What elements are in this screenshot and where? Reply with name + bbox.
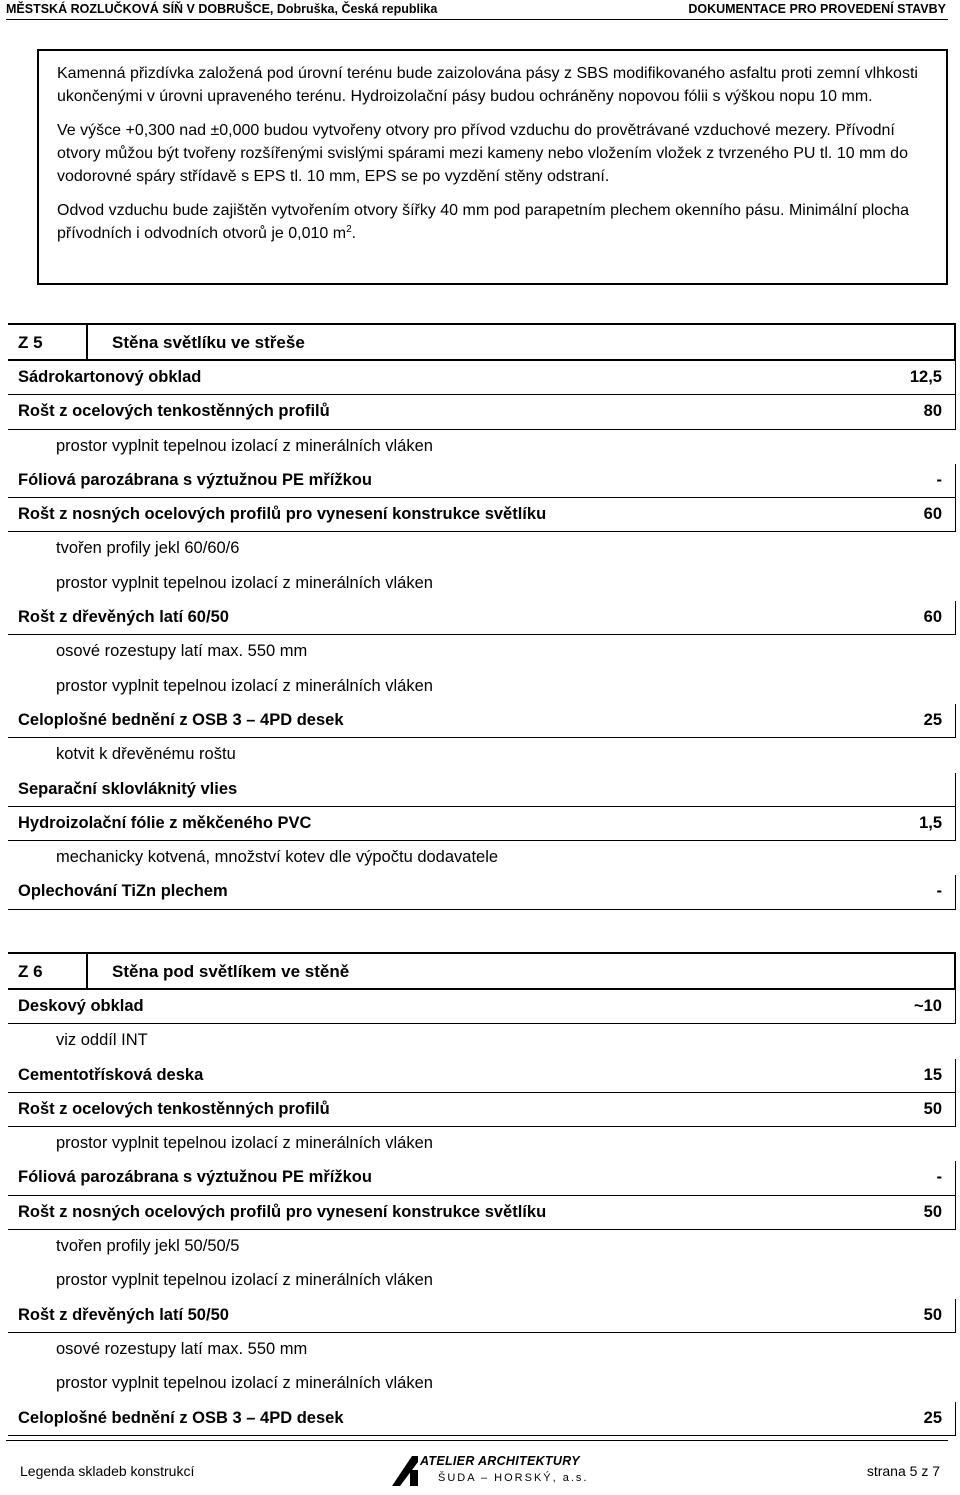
layer-name: Cementotřísková deska — [18, 1065, 204, 1084]
note-paragraph-3-text: Odvod vzduchu bude zajištěn vytvořením otvory šířky 40 mm pod parapetním plechem okenního pásu. Minimální plocha přívodních i odvodních otvorů je 0,010 m — [57, 202, 909, 242]
row-edge — [955, 990, 956, 1024]
layer-row — [8, 601, 956, 635]
logo-sub-text: ŠUDA – HORSKÝ, a.s. — [438, 1472, 589, 1484]
layer-row — [8, 875, 956, 909]
note-paragraph-1: Kamenná přizdívka založená pod úrovní terénu bude zaizolována pásy z SBS modifikovaného asfaltu proti zemní vlhkosti ukončenými v úrovni upraveného terénu. Hydroizolační pásy budou ochráněny nopovou fólii s výškou nopu 10 mm. — [57, 65, 918, 105]
layer-row — [8, 704, 956, 738]
layer-note-row — [8, 670, 956, 704]
company-logo — [390, 1450, 589, 1490]
layer-thickness: 25 — [923, 710, 942, 729]
layer-name: Deskový obklad — [18, 997, 144, 1015]
layer-note-row — [8, 1230, 956, 1264]
section-header — [8, 952, 956, 990]
page-header — [0, 0, 960, 18]
layer-list — [8, 990, 956, 1436]
layer-thickness: 60 — [923, 608, 942, 627]
layer-note-row — [8, 635, 956, 669]
layer-note: prostor vyplnit tepelnou izolací z minerálních vláken — [56, 1374, 433, 1393]
layer-note: osové rozestupy latí max. 550 mm — [56, 642, 308, 661]
note-paragraph-3 — [57, 199, 932, 245]
layer-list — [8, 361, 956, 910]
layer-row — [8, 395, 956, 429]
layer-row — [8, 773, 956, 807]
section-title: Stěna světlíku ve střeše — [112, 333, 305, 352]
layer-thickness: 60 — [923, 505, 942, 524]
layer-note: prostor vyplnit tepelnou izolací z minerálních vláken — [56, 573, 433, 592]
note-paragraph-2: Ve výšce +0,300 nad ±0,000 budou vytvořeny otvory pro přívod vzduchu do provětrávané vzduchové mezery. Přívodní otvory můžou být tvořeny rozšířenými svislými spárami mezi kameny nebo vložením vložek z tvrzeného PU tl. 10 mm do vodorovné spáry střídavě s EPS tl. 10 mm, EPS se po vyzdění stěny odstraní. — [57, 122, 908, 185]
layer-row — [8, 807, 956, 841]
layer-note: tvořen profily jekl 60/60/6 — [56, 539, 240, 558]
layer-name: Rošt z ocelových tenkostěnných profilů — [18, 1099, 330, 1118]
row-edge — [955, 601, 956, 635]
header-divider — [86, 954, 88, 988]
layer-thickness: - — [936, 1168, 942, 1187]
layer-note: mechanicky kotvená, množství kotev dle výpočtu dodavatele — [56, 848, 499, 867]
row-edge — [955, 1093, 956, 1127]
row-edge — [955, 1161, 956, 1195]
layer-name: Rošt z dřevěných latí 60/50 — [18, 608, 229, 627]
layer-row — [8, 464, 956, 498]
layer-thickness: 12,5 — [909, 368, 942, 386]
section-title: Stěna pod světlíkem ve stěně — [112, 962, 350, 981]
note-box — [37, 49, 948, 285]
row-edge — [955, 1059, 956, 1093]
header-divider — [86, 325, 88, 359]
layer-row — [8, 1402, 956, 1436]
section-z6 — [8, 952, 956, 1436]
layer-thickness: - — [936, 470, 942, 489]
layer-note: prostor vyplnit tepelnou izolací z minerálních vláken — [56, 1271, 433, 1290]
layer-note-row — [8, 1127, 956, 1161]
document-type: DOKUMENTACE PRO PROVEDENÍ STAVBY — [688, 2, 946, 16]
note-paragraph-3-end: . — [351, 225, 357, 242]
layer-name: Separační sklovláknitý vlies — [18, 779, 238, 798]
layer-note-row — [8, 1367, 956, 1401]
footer-legend: Legenda skladeb konstrukcí — [20, 1463, 195, 1479]
row-edge — [955, 875, 956, 909]
layer-row — [8, 498, 956, 532]
layer-note-row — [8, 738, 956, 772]
layer-note: kotvit k dřevěnému roštu — [56, 745, 236, 764]
row-edge — [955, 361, 956, 395]
logo-mark-icon — [390, 1452, 420, 1488]
layer-thickness: - — [936, 882, 942, 901]
layer-name: Fóliová parozábrana s výztužnou PE mřížkou — [18, 470, 372, 489]
layer-note-row — [8, 430, 956, 464]
layer-name: Rošt z nosných ocelových profilů pro vynesení konstrukce světlíku — [18, 505, 547, 524]
section-header — [8, 323, 956, 361]
page-footer — [0, 1444, 960, 1494]
layer-row — [8, 990, 956, 1024]
layer-thickness: 25 — [923, 1408, 942, 1427]
layer-note: prostor vyplnit tepelnou izolací z minerálních vláken — [56, 436, 433, 455]
layer-row — [8, 1059, 956, 1093]
layer-thickness: 1,5 — [919, 813, 942, 832]
layer-name: Fóliová parozábrana s výztužnou PE mřížkou — [18, 1168, 372, 1187]
layer-row — [8, 361, 956, 395]
section-code: Z 6 — [18, 962, 43, 981]
layer-name: Rošt z dřevěných latí 50/50 — [18, 1305, 229, 1324]
layer-thickness: 15 — [923, 1065, 942, 1084]
layer-name: Rošt z ocelových tenkostěnných profilů — [18, 402, 330, 421]
layer-note-row — [8, 1024, 956, 1058]
row-edge — [955, 704, 956, 738]
section-code: Z 5 — [18, 333, 43, 352]
layer-thickness: 50 — [923, 1202, 942, 1221]
layer-row — [8, 1196, 956, 1230]
layer-note: prostor vyplnit tepelnou izolací z minerálních vláken — [56, 676, 433, 695]
page-number: strana 5 z 7 — [866, 1463, 940, 1479]
layer-name: Celoplošné bednění z OSB 3 – 4PD desek — [18, 710, 344, 729]
layer-note-row — [8, 567, 956, 601]
header-edge — [954, 325, 956, 359]
logo-brand-text: ATELIER ARCHITEKTURY — [420, 1454, 580, 1468]
layer-name: Hydroizolační fólie z měkčeného PVC — [18, 813, 312, 832]
layer-note: tvořen profily jekl 50/50/5 — [56, 1237, 240, 1256]
layer-name: Sádrokartonový obklad — [18, 368, 202, 386]
row-edge — [955, 498, 956, 532]
layer-note-row — [8, 841, 956, 875]
layer-thickness: 50 — [923, 1305, 942, 1324]
layer-thickness: 80 — [923, 402, 942, 421]
layer-name: Celoplošné bednění z OSB 3 – 4PD desek — [18, 1408, 344, 1427]
superscript-2: 2 — [346, 224, 352, 235]
layer-row — [8, 1299, 956, 1333]
footer-divider — [6, 1440, 948, 1441]
row-edge — [955, 1196, 956, 1230]
row-edge — [955, 807, 956, 841]
row-edge — [955, 773, 956, 807]
layer-note-row — [8, 1333, 956, 1367]
header-edge — [954, 954, 956, 988]
layer-name: Rošt z nosných ocelových profilů pro vynesení konstrukce světlíku — [18, 1202, 547, 1221]
layer-note: viz oddíl INT — [56, 1031, 148, 1050]
section-z5 — [8, 323, 956, 910]
layer-row — [8, 1093, 956, 1127]
layer-note-row — [8, 1264, 956, 1298]
row-edge — [955, 464, 956, 498]
project-title: MĚSTSKÁ ROZLUČKOVÁ SÍŇ V DOBRUŠCE, Dobruška, Česká republika — [6, 2, 438, 16]
layer-note-row — [8, 532, 956, 566]
layer-note: prostor vyplnit tepelnou izolací z minerálních vláken — [56, 1134, 433, 1153]
header-divider — [6, 19, 948, 20]
row-edge — [955, 395, 956, 429]
row-edge — [955, 1299, 956, 1333]
layer-row — [8, 1161, 956, 1195]
layer-thickness: 50 — [923, 1099, 942, 1118]
layer-thickness: ~10 — [914, 997, 942, 1015]
layer-name: Oplechování TiZn plechem — [18, 882, 228, 901]
layer-note: osové rozestupy latí max. 550 mm — [56, 1339, 308, 1358]
row-edge — [955, 1402, 956, 1436]
